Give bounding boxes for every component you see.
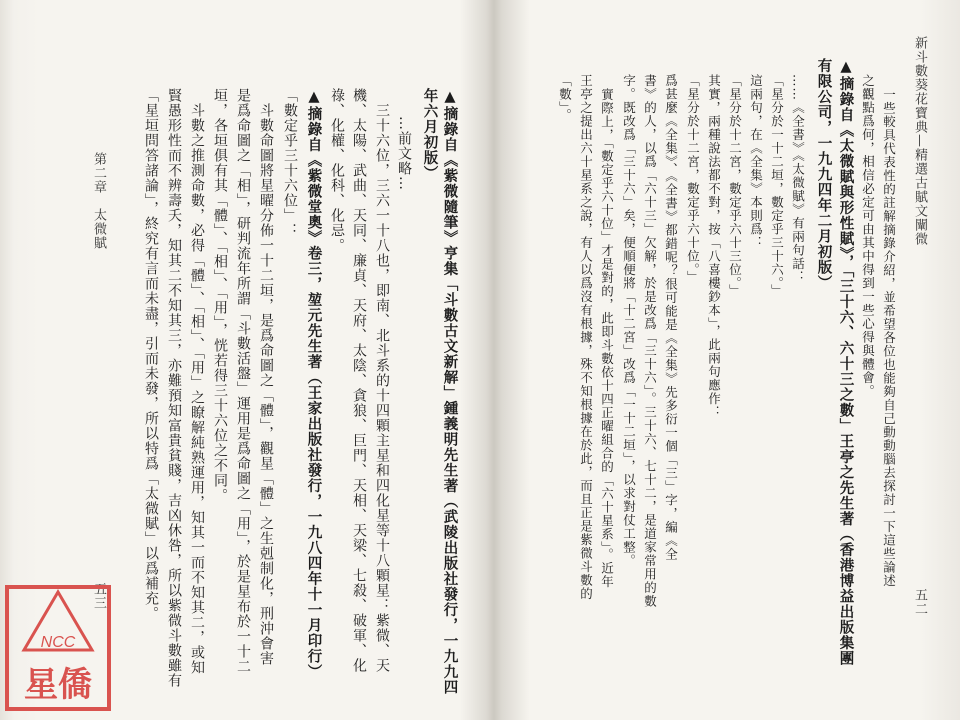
book-header: 新斗數葵花寶典—精選古賦文闡微 xyxy=(912,36,927,246)
left-column-12: 斗數之推測命數，必得「體」、「相」、「用」之瞭解純熟運用，知其一而不知其二，或知 xyxy=(189,103,205,675)
left-column-11: 垣，各垣俱有其「體」、「相」、「用」，恍若得三十六位之不同。 xyxy=(212,88,228,503)
right-page-number: 五二 xyxy=(912,588,927,616)
left-column-8: 「數定乎三十六位」： xyxy=(282,88,298,238)
right-column-10: 「星分於十二宮，數定乎六十位。」 xyxy=(685,74,701,284)
right-column-2: 之觀點爲何，相信必定可由其中得到一些心得與體會。 xyxy=(860,74,876,398)
chapter-footer: 第二章 太微賦 xyxy=(91,152,106,250)
left-column-13: 賢愚形性而不辨壽夭，知其二不知其三，亦難預知富貴貧賤，吉凶休咎，所以紫微斗數雖有 xyxy=(166,88,182,688)
stamp-chinese-text: 星僑 xyxy=(24,665,92,705)
right-column-4: 有限公司，一九九四年二月初版） xyxy=(815,58,833,291)
left-column-6: 祿、化權、化科、化忌。 xyxy=(329,88,345,253)
left-column-3: …前文略… xyxy=(396,116,412,191)
left-column-7: ▲摘錄自《紫微堂奧》卷三，堃元先生著（王家出版社發行，一九八四年十一月印行） xyxy=(305,88,323,680)
right-column-3: ▲摘錄自《太微賦與形性賦》，「三十六、六十三之數」王亭之先生著（香港博益出版集團 xyxy=(837,58,855,666)
right-column-8: 「星分於十二宮，數定乎六十三位。」 xyxy=(727,74,743,298)
right-column-12: 書》的人，以爲「六十三」欠解，於是改爲「三十六」。三十六、七十二，是道家常用的數 xyxy=(642,74,658,608)
right-column-11: 爲甚麼《全集》、《全書》都錯呢？很可能是《全集》先多衍一個「三」字，編《全 xyxy=(663,74,679,561)
right-column-6: 「星分於一十二垣，數定乎三十六。」 xyxy=(769,74,785,298)
right-column-7: 這兩句，在《全集》本則爲： xyxy=(748,74,764,250)
ncc-watermark-stamp xyxy=(4,584,112,712)
right-page xyxy=(496,0,960,720)
right-column-16: 「數」。 xyxy=(557,74,573,122)
right-column-1: 一些較具代表性的註解摘錄介紹，並希望各位也能夠自己動動腦去探討一下這些論述 xyxy=(881,88,897,588)
right-column-5: ……《全書》《太微賦》有兩句話： xyxy=(790,74,806,284)
left-column-4: 三十六位，三六一十八也，即南、北斗系的十四顆主星和四化星等十八顆星：紫微、天 xyxy=(374,103,390,673)
left-column-1: ▲摘錄自《紫微隨筆》亨集「斗數古文新解」鍾義明先生著（武陵出版社發行，一九九四 xyxy=(441,88,459,695)
left-column-10: 是爲命圖之「相」，研判流年所謂「斗數活盤」運用是爲命圖之「用」，於是星布於一十二 xyxy=(235,88,251,674)
stamp-latin-text: NCC xyxy=(40,634,76,651)
left-column-9: 斗數命圖將星曜分佈一十二垣，是爲命圖之「體」，觀星「體」之生剋制化，刑沖會害 xyxy=(258,103,274,666)
right-column-15: 王亭之提出六十星系之說，有人以爲沒有根據，殊不知根據在於此，而且正是紫微斗數的 xyxy=(578,74,594,601)
left-column-14: 「星垣問答諸論」，終究有言而未盡，引而未發，所以特爲「太微賦」以爲補充。 xyxy=(143,88,159,621)
left-page-number: 五三 xyxy=(91,582,106,610)
right-column-13: 字。既改爲「三十六」矣，便順便將「十二宮」改爲「一十二垣」，以求對仗工整。 xyxy=(621,74,637,568)
left-column-2: 年六月初版） xyxy=(421,88,439,181)
right-column-9: 其實，兩種說法都不對，按「八喜樓鈔本」，此兩句應作： xyxy=(706,74,722,419)
right-column-14: 實際上，「數定乎六十位」才是對的，此即斗數依十四正曜組合的「六十星系」。近年 xyxy=(599,88,615,589)
left-column-5: 機、太陽、武曲、天同、廉貞、天府、太陰、貪狼、巨門、天相、天梁、七殺、破軍、化 xyxy=(351,88,367,673)
